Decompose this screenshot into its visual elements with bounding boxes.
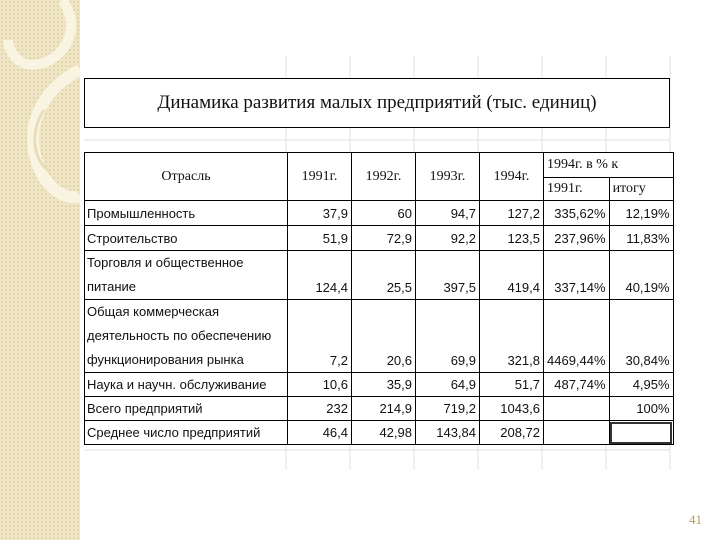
page-number: 41 <box>689 512 702 527</box>
cell-1994[interactable]: 51,7 <box>480 373 544 397</box>
cell-pct-total[interactable]: 4,95% <box>609 373 673 397</box>
cell-1991[interactable]: 232 <box>288 397 352 421</box>
row-name[interactable]: Наука и научн. обслуживание <box>85 373 288 397</box>
cell-pct-total[interactable]: 40,19% <box>609 251 673 300</box>
header-year-1994: 1994г. <box>480 153 544 201</box>
table-row <box>85 397 674 421</box>
cell-pct-1991[interactable]: 237,96% <box>544 226 610 251</box>
cell-pct-total[interactable]: 30,84% <box>609 300 673 373</box>
header-year-1991: 1991г. <box>288 153 352 201</box>
cell-pct-total[interactable]: 12,19% <box>609 201 673 226</box>
title-cell <box>84 78 670 128</box>
header-row-1 <box>85 153 674 178</box>
cell-1993[interactable]: 397,5 <box>416 251 480 300</box>
header-sector: Отрасль <box>85 153 288 201</box>
table-row <box>85 421 674 445</box>
row-name[interactable]: Общая коммерческая деятельность по обеспечению функционирования рынка <box>85 300 288 373</box>
selected-cell[interactable] <box>609 421 673 445</box>
cell-1991[interactable]: 10,6 <box>288 373 352 397</box>
decorative-swirl <box>0 0 80 540</box>
cell-1992[interactable]: 42,98 <box>352 421 416 445</box>
cell-1991[interactable]: 51,9 <box>288 226 352 251</box>
cell-1992[interactable]: 72,9 <box>352 226 416 251</box>
cell-1993[interactable]: 719,2 <box>416 397 480 421</box>
cell-1994[interactable]: 1043,6 <box>480 397 544 421</box>
header-pct-vs-1991: 1991г. <box>544 178 610 201</box>
row-name[interactable]: Среднее число предприятий <box>85 421 288 445</box>
row-name[interactable]: Строительство <box>85 226 288 251</box>
cell-1993[interactable]: 143,84 <box>416 421 480 445</box>
cell-1992[interactable]: 214,9 <box>352 397 416 421</box>
header-pct-vs-total: итогу <box>609 178 673 201</box>
cell-1993[interactable]: 64,9 <box>416 373 480 397</box>
table-row <box>85 373 674 397</box>
cell-1992[interactable]: 20,6 <box>352 300 416 373</box>
cell-pct-1991[interactable] <box>544 397 610 421</box>
header-year-1993: 1993г. <box>416 153 480 201</box>
row-name[interactable]: Промышленность <box>85 201 288 226</box>
cell-1994[interactable]: 127,2 <box>480 201 544 226</box>
row-name[interactable]: Всего предприятий <box>85 397 288 421</box>
small-business-table <box>84 152 674 445</box>
header-pct-group: 1994г. в % к <box>544 153 674 178</box>
decorative-side-band <box>0 0 80 540</box>
cell-1991[interactable]: 37,9 <box>288 201 352 226</box>
cell-1993[interactable]: 69,9 <box>416 300 480 373</box>
cell-1992[interactable]: 35,9 <box>352 373 416 397</box>
spreadsheet-area <box>80 0 720 540</box>
cell-1994[interactable]: 208,72 <box>480 421 544 445</box>
table-row <box>85 300 674 373</box>
table-row <box>85 201 674 226</box>
cell-pct-1991[interactable] <box>544 421 610 445</box>
cell-1991[interactable]: 46,4 <box>288 421 352 445</box>
table-row <box>85 251 674 300</box>
cell-1992[interactable]: 60 <box>352 201 416 226</box>
header-year-1992: 1992г. <box>352 153 416 201</box>
cell-pct-1991[interactable]: 487,74% <box>544 373 610 397</box>
cell-pct-total[interactable]: 100% <box>609 397 673 421</box>
cell-1993[interactable]: 92,2 <box>416 226 480 251</box>
slide-title: Динамика развития малых предприятий (тыс. единиц) <box>157 92 597 113</box>
cell-pct-total[interactable]: 11,83% <box>609 226 673 251</box>
cell-1993[interactable]: 94,7 <box>416 201 480 226</box>
cell-pct-1991[interactable]: 4469,44% <box>544 300 610 373</box>
cell-1991[interactable]: 7,2 <box>288 300 352 373</box>
cell-1991[interactable]: 124,4 <box>288 251 352 300</box>
cell-1994[interactable]: 321,8 <box>480 300 544 373</box>
cell-1994[interactable]: 123,5 <box>480 226 544 251</box>
cell-pct-1991[interactable]: 337,14% <box>544 251 610 300</box>
cell-1994[interactable]: 419,4 <box>480 251 544 300</box>
table-row <box>85 226 674 251</box>
cell-1992[interactable]: 25,5 <box>352 251 416 300</box>
cell-pct-1991[interactable]: 335,62% <box>544 201 610 226</box>
row-name[interactable]: Торговля и общественное питание <box>85 251 288 300</box>
